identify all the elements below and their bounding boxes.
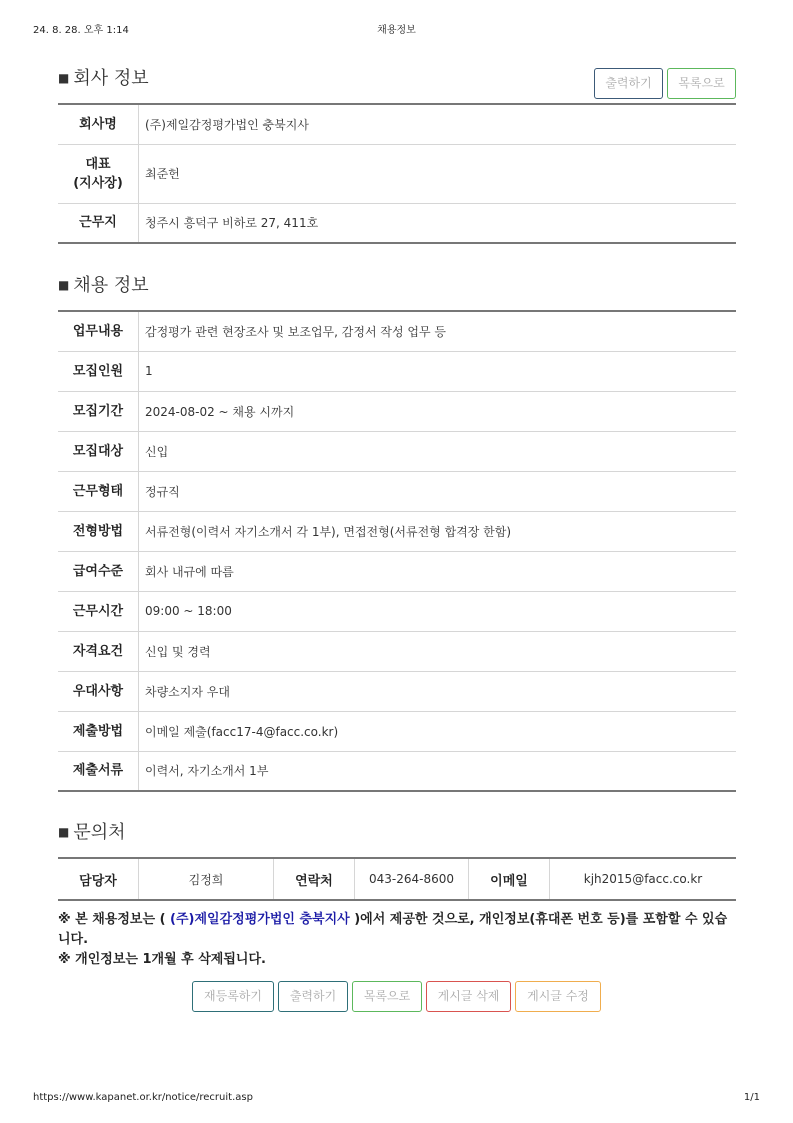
row-value: 이력서, 자기소개서 1부 xyxy=(139,751,737,791)
table-row xyxy=(58,471,736,511)
square-bullet-icon: ■ xyxy=(58,71,70,85)
print-title: 채용정보 xyxy=(377,25,416,36)
row-label-line1: 대표 xyxy=(85,156,111,172)
print-url: https://www.kapanet.or.kr/notice/recruit.asp xyxy=(33,1092,253,1103)
notice-prefix: ※ 본 채용정보는 ( xyxy=(58,912,171,927)
table-row xyxy=(58,751,736,791)
row-value: 2024-08-02 ~ 채용 시까지 xyxy=(139,391,737,431)
row-label: 제출서류 xyxy=(58,751,139,791)
row-value: 1 xyxy=(139,351,737,391)
phone-label: 연락처 xyxy=(274,858,355,900)
row-value: 신입 xyxy=(139,431,737,471)
row-label: 자격요건 xyxy=(58,631,139,671)
table-row xyxy=(58,203,736,243)
table-row xyxy=(58,511,736,551)
phone-value: 043-264-8600 xyxy=(355,858,469,900)
person-label: 담당자 xyxy=(79,873,117,889)
row-label: 모집대상 xyxy=(58,431,139,471)
table-row xyxy=(58,591,736,631)
contact-section-title-text: 문의처 xyxy=(73,822,126,843)
row-label-line2: (지사장) xyxy=(73,175,123,191)
row-label: 근무시간 xyxy=(58,591,139,631)
row-value: 회사 내규에 따름 xyxy=(139,551,737,591)
square-bullet-icon: ■ xyxy=(58,278,70,292)
recruit-section-title xyxy=(58,275,149,298)
row-label: 근무지 xyxy=(58,203,139,243)
row-label: 모집기간 xyxy=(58,391,139,431)
row-label: 모집인원 xyxy=(58,351,139,391)
row-value: 이메일 제출(facc17-4@facc.co.kr) xyxy=(139,711,737,751)
row-label xyxy=(58,144,139,203)
company-info-table xyxy=(58,103,736,244)
company-section-title-text: 회사 정보 xyxy=(73,68,149,89)
row-value: 09:00 ~ 18:00 xyxy=(139,591,737,631)
row-value: 차량소지자 우대 xyxy=(139,671,737,711)
row-label: 우대사항 xyxy=(58,671,139,711)
table-row xyxy=(58,311,736,351)
print-footer xyxy=(33,1092,760,1106)
email-value: kjh2015@facc.co.kr xyxy=(550,858,737,900)
print-button[interactable]: 출력하기 xyxy=(594,68,663,99)
contact-table xyxy=(58,857,736,901)
table-row xyxy=(58,551,736,591)
notice-line-2: ※ 개인정보는 1개월 후 삭제됩니다. xyxy=(58,952,266,967)
row-value: 신입 및 경력 xyxy=(139,631,737,671)
page-number: 1/1 xyxy=(743,1092,760,1103)
recruit-info-table xyxy=(58,310,736,792)
row-label: 전형방법 xyxy=(58,511,139,551)
privacy-notice xyxy=(58,910,738,970)
row-value: 서류전형(이력서 자기소개서 각 1부), 면접전형(서류전형 합격장 한함) xyxy=(139,511,737,551)
ceo-value: 최준헌 xyxy=(139,144,737,203)
contact-section-title xyxy=(58,822,126,845)
print-date: 24. 8. 28. 오후 1:14 xyxy=(33,25,129,36)
square-bullet-icon: ■ xyxy=(58,825,70,839)
list-button[interactable]: 목록으로 xyxy=(667,68,736,99)
delete-post-button[interactable]: 게시글 삭제 xyxy=(426,981,511,1012)
row-label: 업무내용 xyxy=(58,311,139,351)
recruit-section-title-text: 채용 정보 xyxy=(73,275,149,296)
table-row xyxy=(58,711,736,751)
table-row xyxy=(58,631,736,671)
row-label: 근무형태 xyxy=(58,471,139,511)
notice-line-1 xyxy=(58,910,738,950)
table-row xyxy=(58,144,736,203)
row-label: 급여수준 xyxy=(58,551,139,591)
company-name-value: (주)제일감정평가법인 충북지사 xyxy=(145,117,309,132)
email-label: 이메일 xyxy=(469,858,550,900)
table-row xyxy=(58,391,736,431)
print-header xyxy=(33,21,760,35)
location-value: 청주시 흥덕구 비하로 27, 411호 xyxy=(139,203,737,243)
notice-company: (주)제일감정평가법인 충북지사 xyxy=(170,912,350,927)
edit-post-button[interactable]: 게시글 수정 xyxy=(515,981,601,1012)
table-row xyxy=(58,351,736,391)
list-button-bottom[interactable]: 목록으로 xyxy=(352,981,422,1012)
notice-suffix: )에서 제공한 것으로, 개인정보(휴대폰 번호 등)를 포함할 수 있습니다. xyxy=(58,912,728,947)
table-row xyxy=(58,104,736,144)
table-row xyxy=(58,858,736,900)
bottom-button-group xyxy=(0,981,793,1012)
table-row xyxy=(58,431,736,471)
row-value: 감정평가 관련 현장조사 및 보조업무, 감정서 작성 업무 등 xyxy=(145,324,446,339)
row-label: 회사명 xyxy=(58,104,139,144)
person-value: 김정희 xyxy=(139,858,274,900)
re-register-button[interactable]: 재등록하기 xyxy=(192,981,274,1012)
row-value: 정규직 xyxy=(139,471,737,511)
table-row xyxy=(58,671,736,711)
print-button-bottom[interactable]: 출력하기 xyxy=(278,981,348,1012)
top-button-group xyxy=(594,68,736,99)
row-label: 제출방법 xyxy=(58,711,139,751)
company-section-title xyxy=(58,68,149,91)
